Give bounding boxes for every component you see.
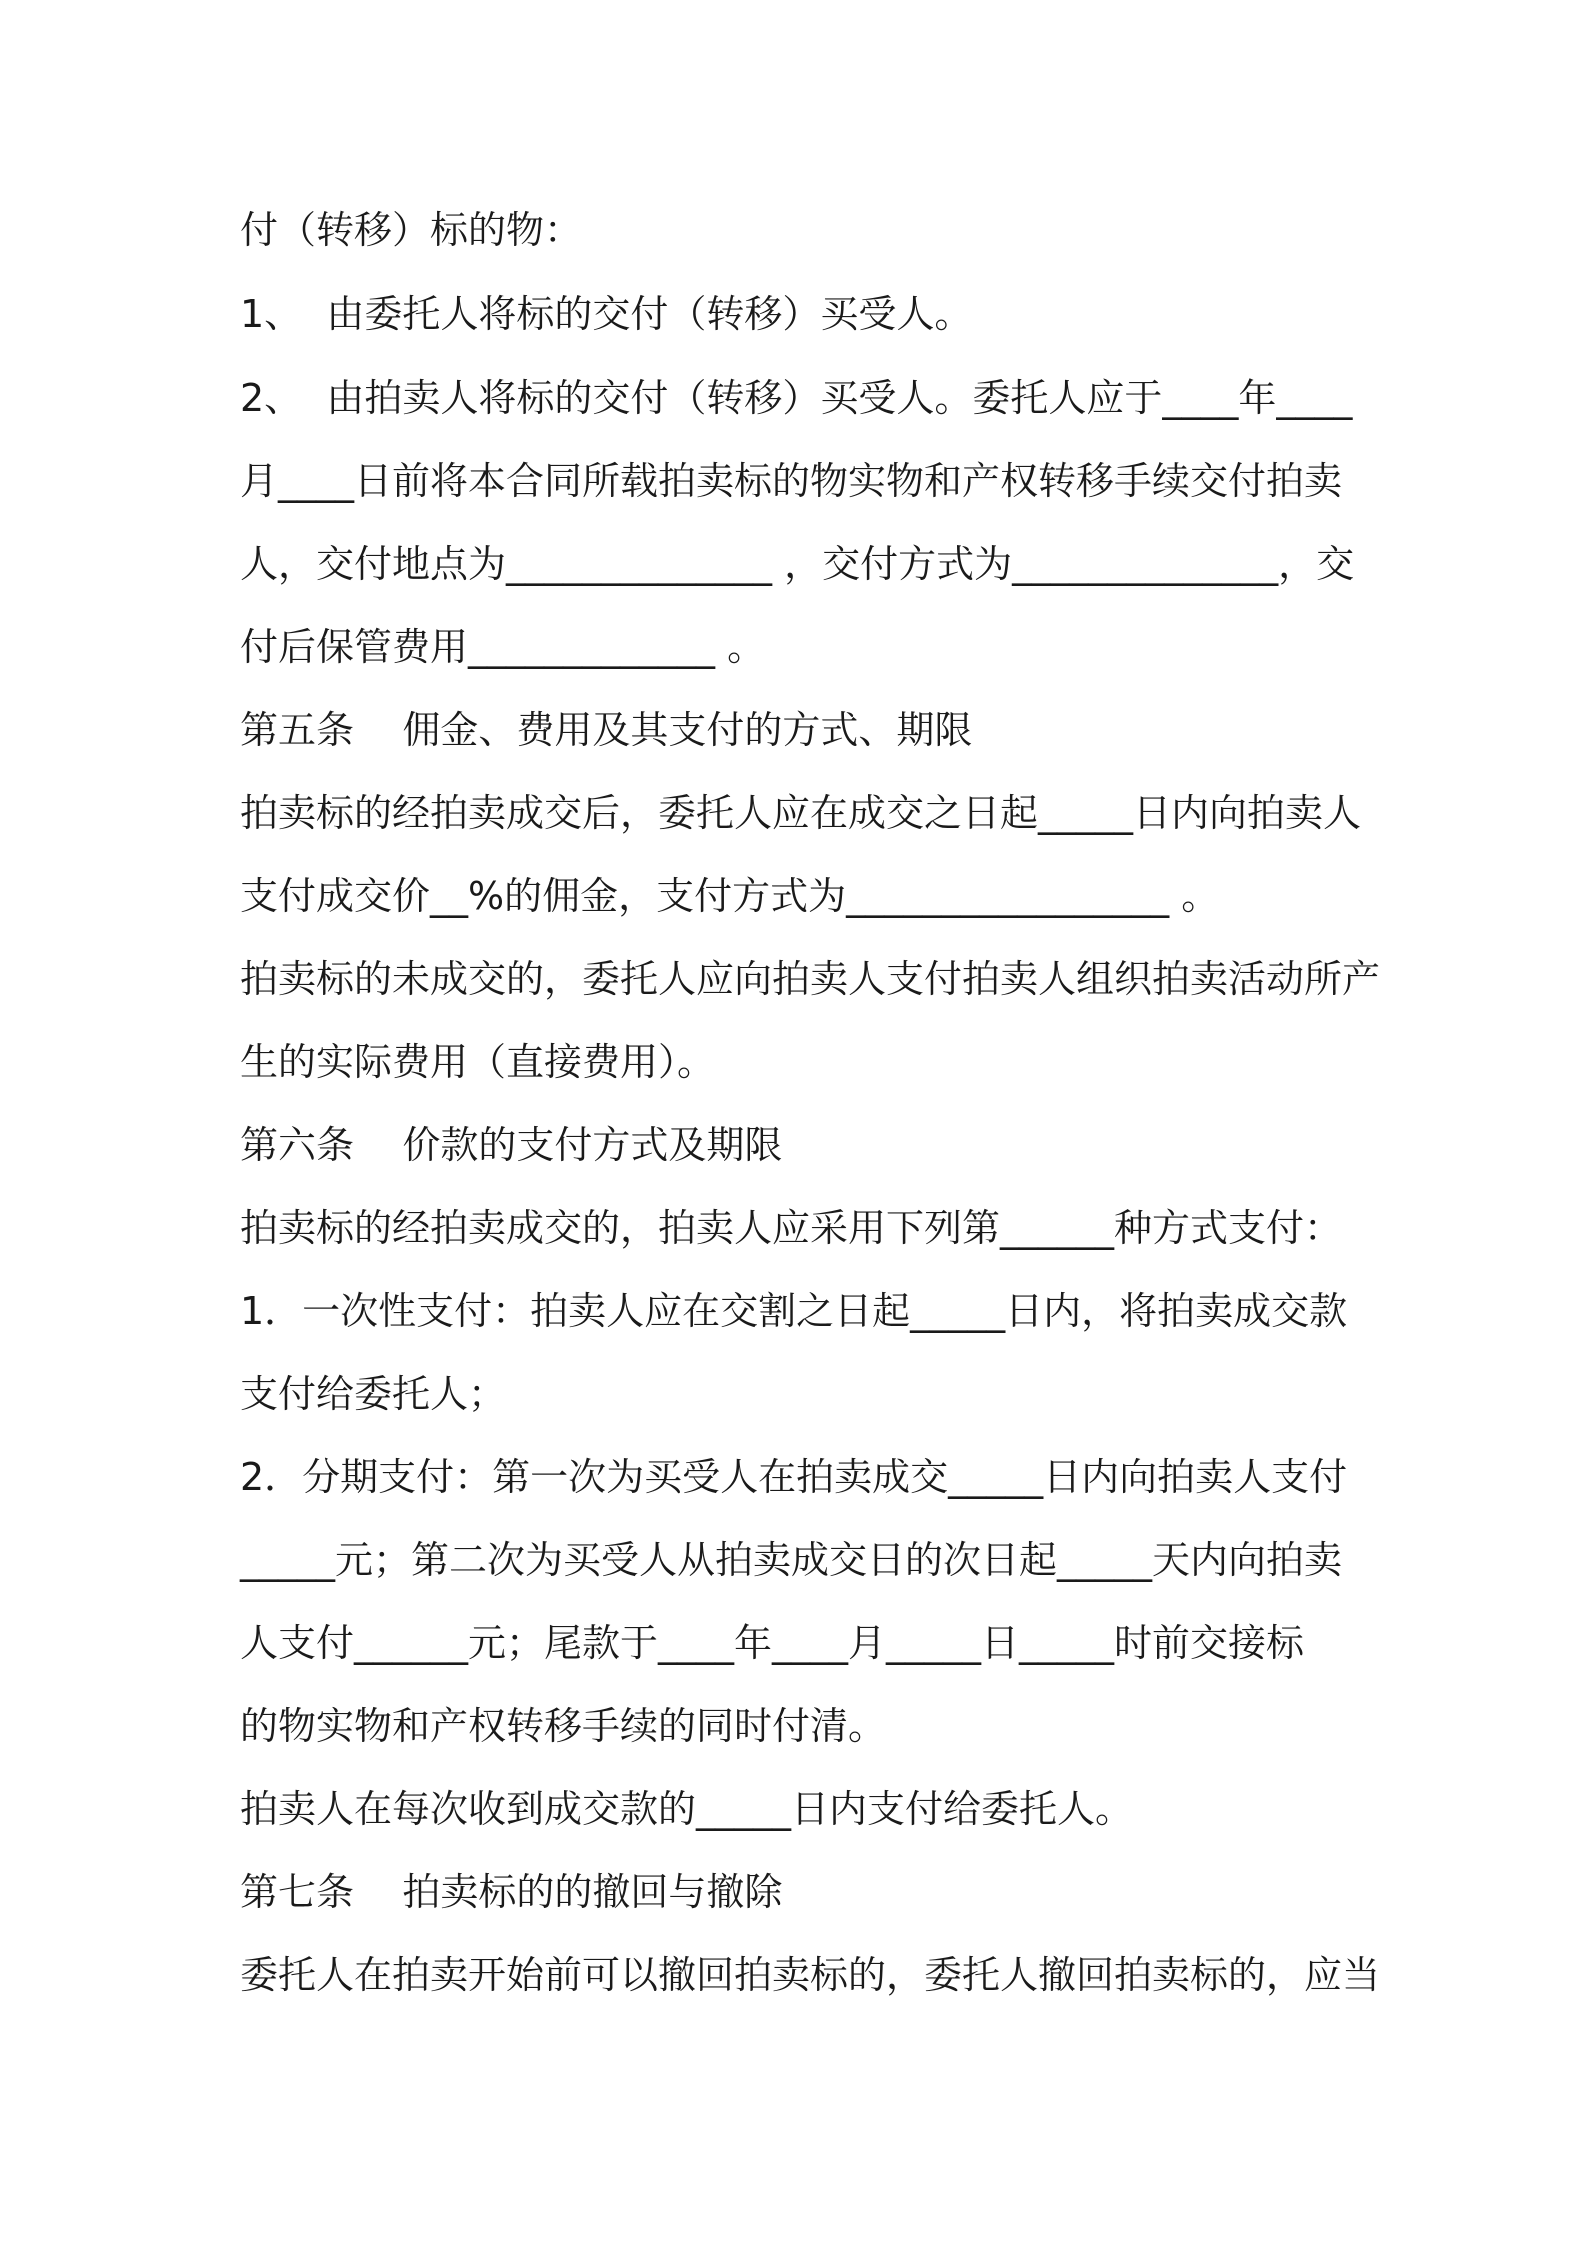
- text-line: 拍卖标的经拍卖成交的，拍卖人应采用下列第______种方式支付：: [240, 1206, 1343, 1250]
- section-heading: 第五条 佣金、费用及其支付的方式、期限: [240, 708, 973, 752]
- text-line: 生的实际费用（直接费用）。: [240, 1040, 716, 1084]
- section-heading: 第六条 价款的支付方式及期限: [240, 1123, 783, 1167]
- list-item: 2、 由拍卖人将标的交付（转移）买受人。委托人应于____年____: [240, 376, 1353, 420]
- text-line: 委托人在拍卖开始前可以撤回拍卖标的，委托人撤回拍卖标的，应当: [240, 1953, 1381, 1997]
- text-line: 的物实物和产权转移手续的同时付清。: [240, 1704, 887, 1748]
- text-line: 支付成交价__%的佣金，支付方式为_________________ 。: [240, 874, 1220, 918]
- list-item: 1、 由委托人将标的交付（转移）买受人。: [240, 292, 973, 336]
- text-line: 拍卖标的经拍卖成交后，委托人应在成交之日起_____日内向拍卖人: [240, 791, 1362, 835]
- text-line: 支付给委托人；: [240, 1372, 507, 1416]
- text-line: 拍卖人在每次收到成交款的_____日内支付给委托人。: [240, 1787, 1134, 1831]
- text-line: 付后保管费用_____________ 。: [240, 625, 766, 669]
- text-line: 月____日前将本合同所载拍卖标的物实物和产权转移手续交付拍卖: [240, 459, 1343, 503]
- section-heading: 第七条 拍卖标的的撤回与撤除: [240, 1870, 783, 1914]
- text-line: _____元；第二次为买受人从拍卖成交日的次日起_____天内向拍卖: [240, 1538, 1343, 1582]
- text-line: 人，交付地点为______________ ，交付方式为______________，交: [240, 542, 1355, 586]
- list-item: 2．分期支付：第一次为买受人在拍卖成交_____日内向拍卖人支付: [240, 1455, 1348, 1499]
- list-item: 1．一次性支付：拍卖人应在交割之日起_____日内，将拍卖成交款: [240, 1289, 1348, 1333]
- text-line: 付（转移）标的物：: [240, 208, 583, 252]
- text-line: 人支付______元；尾款于____年____月_____日_____时前交接标: [240, 1621, 1305, 1665]
- text-line: 拍卖标的未成交的，委托人应向拍卖人支付拍卖人组织拍卖活动所产: [240, 957, 1381, 1001]
